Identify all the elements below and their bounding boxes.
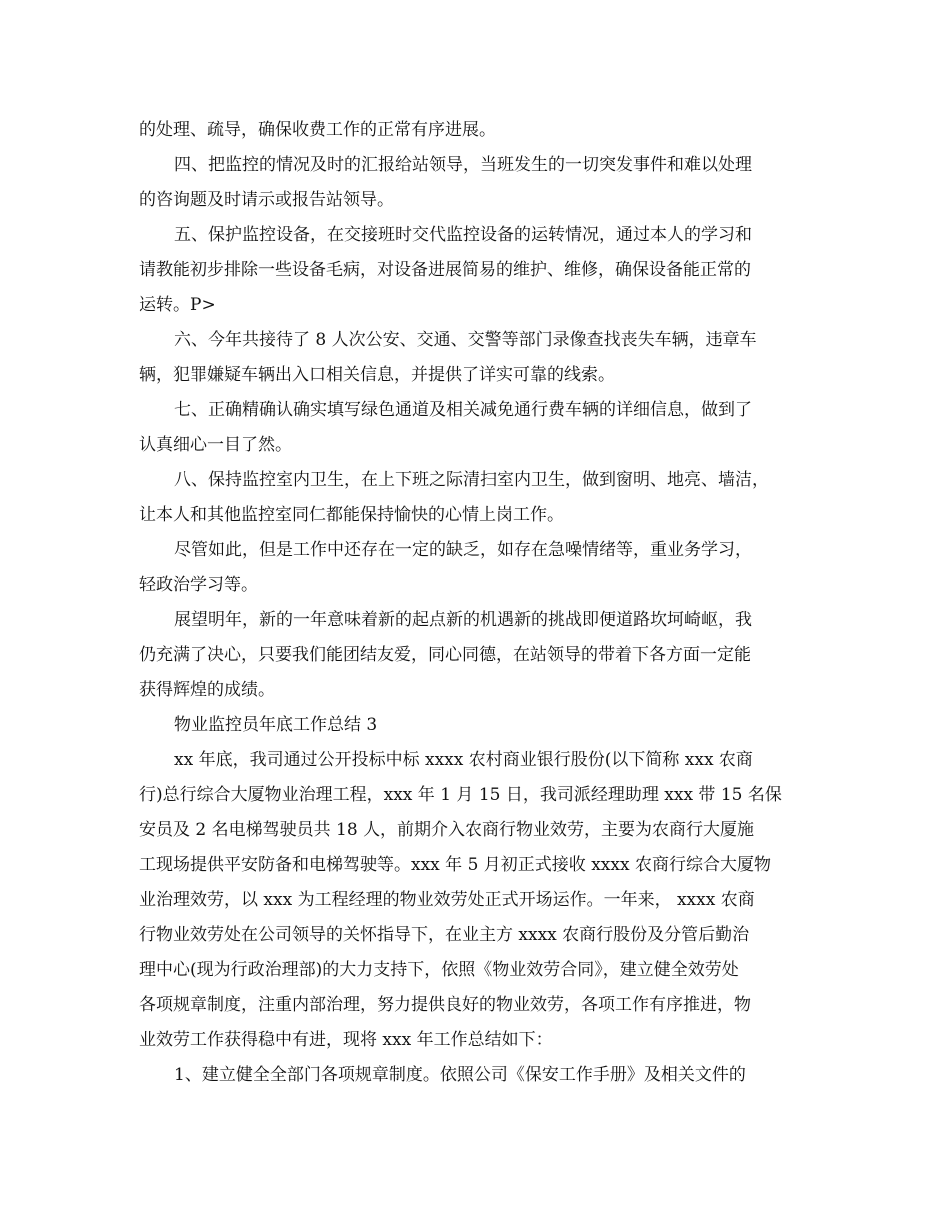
text-line-8: 辆，犯罪嫌疑车辆出入口相关信息，并提供了详实可靠的线索。 — [139, 365, 615, 385]
text-line-5: 请教能初步排除一些设备毛病，对设备进展简易的维护、维修，确保设备能正常的 — [139, 260, 751, 280]
text-line-20: 行)总行综合大厦物业治理工程，xxx 年 1 月 15 日，我司派经理助理 xxx 带 15 名保 — [139, 785, 782, 805]
text-line-19: xx 年底，我司通过公开投标中标 xxxx 农村商业银行股份(以下简称 xxx 农商 — [174, 750, 753, 770]
text-line-1: 的处理、疏导，确保收费工作的正常有序进展。 — [139, 120, 496, 140]
text-line-23: 业治理效劳，以 xxx 为工程经理的物业效劳处正式开场运作。一年来， xxxx 农商 — [139, 890, 755, 910]
text-line-24: 行物业效劳处在公司领导的关怀指导下，在业主方 xxxx 农商行股份及分管后勤治 — [139, 925, 750, 945]
text-line-27: 业效劳工作获得稳中有进，现将 xxx 年工作总结如下： — [139, 1030, 553, 1050]
text-line-13: 尽管如此，但是工作中还存在一定的缺乏，如存在急噪情绪等，重业务学习， — [174, 540, 752, 560]
text-line-14: 轻政治学习等。 — [139, 575, 258, 595]
text-line-2: 四、把监控的情况及时的汇报给站领导，当班发生的一切突发事件和难以处理 — [174, 155, 752, 175]
text-line-21: 安员及 2 名电梯驾驶员共 18 人，前期介入农商行物业效劳，主要为农商行大厦施 — [139, 820, 755, 840]
text-line-9: 七、正确精确认确实填写绿色通道及相关减免通行费车辆的详细信息，做到了 — [174, 400, 752, 420]
text-line-6: 运转。P> — [139, 295, 216, 315]
text-line-10: 认真细心一目了然。 — [139, 435, 292, 455]
text-line-12: 让本人和其他监控室同仁都能保持愉快的心情上岗工作。 — [139, 505, 564, 525]
text-line-3: 的咨询题及时请示或报告站领导。 — [139, 190, 394, 210]
text-line-16: 仍充满了决心，只要我们能团结友爱，同心同德，在站领导的带着下各方面一定能 — [139, 645, 751, 665]
text-line-15: 展望明年，新的一年意味着新的起点新的机遇新的挑战即便道路坎坷崎岖，我 — [174, 610, 752, 630]
text-line-11: 八、保持监控室内卫生，在上下班之际清扫室内卫生，做到窗明、地亮、墙洁， — [174, 470, 769, 490]
text-line-4: 五、保护监控设备，在交接班时交代监控设备的运转情况，通过本人的学习和 — [174, 225, 752, 245]
text-line-17: 获得辉煌的成绩。 — [139, 680, 275, 700]
text-line-22: 工现场提供平安防备和电梯驾驶等。xxx 年 5 月初正式接收 xxxx 农商行综合大厦物 — [139, 855, 771, 875]
text-line-26: 各项规章制度，注重内部治理，努力提供良好的物业效劳，各项工作有序推进，物 — [139, 995, 751, 1015]
text-line-25: 理中心(现为行政治理部)的大力支持下，依照《物业效劳合同》，建立健全效劳处 — [139, 960, 739, 980]
section-heading: 物业监控员年底工作总结 3 — [174, 715, 378, 735]
text-line-7: 六、今年共接待了 8 人次公安、交通、交警等部门录像查找丧失车辆，违章车 — [174, 330, 757, 350]
text-line-28: 1、建立健全全部门各项规章制度。依照公司《保安工作手册》及相关文件的 — [174, 1065, 746, 1085]
